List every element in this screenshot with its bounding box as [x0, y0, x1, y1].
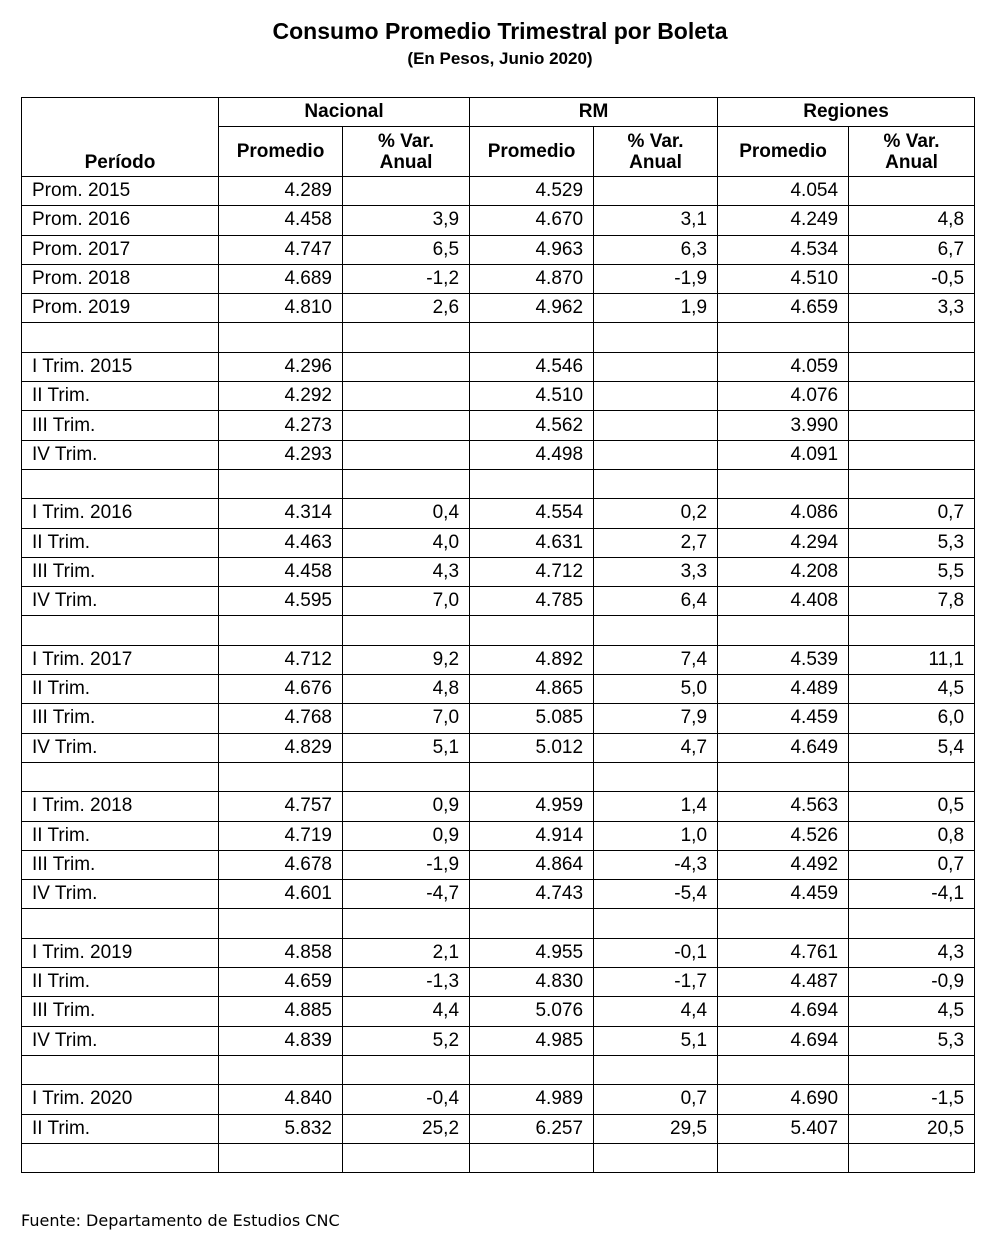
- regiones-var-cell: [849, 469, 975, 498]
- regiones-var-cell: 0,7: [849, 499, 975, 528]
- regiones-var-cell: 0,8: [849, 821, 975, 850]
- table-row: [22, 264, 975, 293]
- rm-var-cell: [594, 469, 718, 498]
- header-group-nacional: Nacional: [219, 98, 470, 127]
- nacional-var-cell: -4,7: [343, 880, 470, 909]
- period-cell: II Trim.: [22, 1114, 219, 1143]
- nacional-var-cell: 6,5: [343, 235, 470, 264]
- rm-promedio-cell: 6.257: [470, 1114, 594, 1143]
- table-row: [22, 411, 975, 440]
- rm-var-cell: -4,3: [594, 850, 718, 879]
- nacional-var-cell: [343, 616, 470, 645]
- regiones-var-cell: 5,3: [849, 528, 975, 557]
- regiones-var-cell: 0,7: [849, 850, 975, 879]
- nacional-var-cell: [343, 323, 470, 352]
- regiones-promedio-cell: 4.489: [718, 675, 849, 704]
- nacional-promedio-cell: 4.678: [219, 850, 343, 879]
- period-cell: I Trim. 2019: [22, 938, 219, 967]
- regiones-var-cell: [849, 177, 975, 206]
- regiones-promedio-cell: 4.091: [718, 440, 849, 469]
- nacional-promedio-cell: 4.458: [219, 206, 343, 235]
- regiones-var-cell: 0,5: [849, 792, 975, 821]
- regiones-promedio-cell: 4.690: [718, 1085, 849, 1114]
- table-row: [22, 1143, 975, 1172]
- regiones-promedio-cell: 4.510: [718, 264, 849, 293]
- nacional-promedio-cell: 4.858: [219, 938, 343, 967]
- rm-promedio-cell: 4.985: [470, 1026, 594, 1055]
- regiones-var-cell: 6,0: [849, 704, 975, 733]
- rm-var-cell: [594, 616, 718, 645]
- nacional-promedio-cell: 4.829: [219, 733, 343, 762]
- regiones-promedio-cell: 4.208: [718, 557, 849, 586]
- regiones-promedio-cell: 3.990: [718, 411, 849, 440]
- rm-promedio-cell: 4.989: [470, 1085, 594, 1114]
- period-cell: Prom. 2018: [22, 264, 219, 293]
- rm-var-cell: [594, 352, 718, 381]
- header-group-rm: RM: [470, 98, 718, 127]
- rm-var-cell: 29,5: [594, 1114, 718, 1143]
- period-cell: I Trim. 2020: [22, 1085, 219, 1114]
- rm-promedio-cell: [470, 323, 594, 352]
- regiones-var-cell: 6,7: [849, 235, 975, 264]
- period-cell: Prom. 2017: [22, 235, 219, 264]
- nacional-var-cell: 5,2: [343, 1026, 470, 1055]
- regiones-promedio-cell: 4.649: [718, 733, 849, 762]
- table-row: [22, 177, 975, 206]
- rm-promedio-cell: 4.864: [470, 850, 594, 879]
- table-row: [22, 206, 975, 235]
- regiones-var-cell: [849, 909, 975, 938]
- regiones-promedio-cell: 4.086: [718, 499, 849, 528]
- rm-promedio-cell: 4.546: [470, 352, 594, 381]
- rm-var-cell: -0,1: [594, 938, 718, 967]
- rm-var-cell: [594, 177, 718, 206]
- nacional-promedio-cell: 4.885: [219, 997, 343, 1026]
- regiones-promedio-cell: [718, 469, 849, 498]
- rm-promedio-cell: 4.892: [470, 645, 594, 674]
- period-cell: III Trim.: [22, 411, 219, 440]
- nacional-var-cell: 4,3: [343, 557, 470, 586]
- regiones-var-cell: [849, 411, 975, 440]
- nacional-promedio-cell: [219, 1143, 343, 1172]
- period-cell: Prom. 2015: [22, 177, 219, 206]
- nacional-var-cell: [343, 352, 470, 381]
- nacional-var-cell: 0,9: [343, 821, 470, 850]
- table-row: [22, 880, 975, 909]
- nacional-promedio-cell: 4.458: [219, 557, 343, 586]
- regiones-promedio-cell: 4.694: [718, 1026, 849, 1055]
- nacional-promedio-cell: 4.689: [219, 264, 343, 293]
- rm-promedio-cell: 4.959: [470, 792, 594, 821]
- rm-promedio-cell: 4.529: [470, 177, 594, 206]
- rm-promedio-cell: 4.631: [470, 528, 594, 557]
- period-cell: II Trim.: [22, 968, 219, 997]
- period-cell: [22, 1143, 219, 1172]
- period-cell: I Trim. 2016: [22, 499, 219, 528]
- nacional-var-cell: 7,0: [343, 704, 470, 733]
- regiones-var-cell: [849, 762, 975, 791]
- nacional-promedio-cell: [219, 323, 343, 352]
- regiones-promedio-cell: [718, 762, 849, 791]
- nacional-promedio-cell: [219, 1055, 343, 1084]
- regiones-var-cell: 4,3: [849, 938, 975, 967]
- nacional-var-cell: [343, 1055, 470, 1084]
- rm-var-cell: -5,4: [594, 880, 718, 909]
- period-cell: IV Trim.: [22, 733, 219, 762]
- nacional-var-cell: 7,0: [343, 587, 470, 616]
- header-promedio: Promedio: [219, 127, 343, 177]
- nacional-var-cell: [343, 1143, 470, 1172]
- rm-promedio-cell: 4.955: [470, 938, 594, 967]
- rm-var-cell: 1,0: [594, 821, 718, 850]
- rm-promedio-cell: 4.914: [470, 821, 594, 850]
- nacional-var-cell: [343, 469, 470, 498]
- rm-var-cell: -1,9: [594, 264, 718, 293]
- rm-var-cell: [594, 909, 718, 938]
- nacional-promedio-cell: 4.273: [219, 411, 343, 440]
- regiones-var-cell: 5,4: [849, 733, 975, 762]
- regiones-var-cell: 5,3: [849, 1026, 975, 1055]
- period-cell: III Trim.: [22, 997, 219, 1026]
- nacional-promedio-cell: [219, 616, 343, 645]
- rm-promedio-cell: 4.743: [470, 880, 594, 909]
- nacional-var-cell: 2,1: [343, 938, 470, 967]
- regiones-promedio-cell: 4.459: [718, 704, 849, 733]
- header-promedio: Promedio: [718, 127, 849, 177]
- regiones-promedio-cell: 4.487: [718, 968, 849, 997]
- rm-promedio-cell: 4.865: [470, 675, 594, 704]
- nacional-promedio-cell: [219, 762, 343, 791]
- table-row: [22, 675, 975, 704]
- period-cell: [22, 323, 219, 352]
- nacional-promedio-cell: 5.832: [219, 1114, 343, 1143]
- period-cell: IV Trim.: [22, 587, 219, 616]
- nacional-promedio-cell: 4.810: [219, 294, 343, 323]
- period-cell: I Trim. 2017: [22, 645, 219, 674]
- rm-var-cell: [594, 1143, 718, 1172]
- period-cell: IV Trim.: [22, 440, 219, 469]
- regiones-var-cell: [849, 1143, 975, 1172]
- table-row: [22, 704, 975, 733]
- nacional-promedio-cell: 4.463: [219, 528, 343, 557]
- nacional-var-cell: 4,8: [343, 675, 470, 704]
- table-row: [22, 235, 975, 264]
- nacional-promedio-cell: 4.293: [219, 440, 343, 469]
- table-row: [22, 909, 975, 938]
- rm-promedio-cell: 4.670: [470, 206, 594, 235]
- regiones-var-cell: 4,5: [849, 997, 975, 1026]
- table-row: [22, 616, 975, 645]
- nacional-var-cell: -1,9: [343, 850, 470, 879]
- regiones-var-cell: -1,5: [849, 1085, 975, 1114]
- consumption-table: [21, 97, 975, 1173]
- rm-promedio-cell: 4.712: [470, 557, 594, 586]
- rm-promedio-cell: [470, 469, 594, 498]
- rm-promedio-cell: 4.510: [470, 382, 594, 411]
- period-cell: [22, 1055, 219, 1084]
- rm-promedio-cell: [470, 762, 594, 791]
- regiones-var-cell: 4,5: [849, 675, 975, 704]
- nacional-var-cell: 4,0: [343, 528, 470, 557]
- rm-var-cell: 6,3: [594, 235, 718, 264]
- table-row: [22, 587, 975, 616]
- period-cell: III Trim.: [22, 850, 219, 879]
- nacional-var-cell: [343, 762, 470, 791]
- regiones-promedio-cell: 4.694: [718, 997, 849, 1026]
- source-footer: Fuente: Departamento de Estudios CNC: [21, 1211, 340, 1230]
- regiones-promedio-cell: 4.059: [718, 352, 849, 381]
- regiones-promedio-cell: 4.294: [718, 528, 849, 557]
- nacional-var-cell: 5,1: [343, 733, 470, 762]
- nacional-var-cell: 0,9: [343, 792, 470, 821]
- regiones-promedio-cell: 4.249: [718, 206, 849, 235]
- rm-promedio-cell: [470, 1143, 594, 1172]
- nacional-var-cell: -1,2: [343, 264, 470, 293]
- nacional-promedio-cell: 4.747: [219, 235, 343, 264]
- nacional-promedio-cell: 4.839: [219, 1026, 343, 1055]
- nacional-promedio-cell: 4.314: [219, 499, 343, 528]
- table-row: [22, 382, 975, 411]
- rm-var-cell: 4,4: [594, 997, 718, 1026]
- regiones-var-cell: [849, 440, 975, 469]
- header-period: Período: [22, 98, 219, 177]
- rm-promedio-cell: 5.076: [470, 997, 594, 1026]
- nacional-promedio-cell: 4.296: [219, 352, 343, 381]
- nacional-promedio-cell: 4.840: [219, 1085, 343, 1114]
- regiones-promedio-cell: [718, 909, 849, 938]
- table-row: [22, 294, 975, 323]
- regiones-var-cell: [849, 323, 975, 352]
- table-row: [22, 352, 975, 381]
- nacional-var-cell: 4,4: [343, 997, 470, 1026]
- regiones-promedio-cell: 4.526: [718, 821, 849, 850]
- period-cell: I Trim. 2018: [22, 792, 219, 821]
- regiones-promedio-cell: 4.563: [718, 792, 849, 821]
- nacional-var-cell: -1,3: [343, 968, 470, 997]
- period-cell: [22, 762, 219, 791]
- rm-var-cell: -1,7: [594, 968, 718, 997]
- period-cell: II Trim.: [22, 675, 219, 704]
- regiones-promedio-cell: 4.539: [718, 645, 849, 674]
- table-row: [22, 792, 975, 821]
- regiones-promedio-cell: 4.492: [718, 850, 849, 879]
- nacional-promedio-cell: [219, 469, 343, 498]
- nacional-var-cell: 0,4: [343, 499, 470, 528]
- regiones-var-cell: [849, 616, 975, 645]
- regiones-var-cell: [849, 1055, 975, 1084]
- rm-var-cell: 4,7: [594, 733, 718, 762]
- nacional-var-cell: 2,6: [343, 294, 470, 323]
- period-cell: III Trim.: [22, 557, 219, 586]
- regiones-var-cell: 5,5: [849, 557, 975, 586]
- rm-var-cell: 0,7: [594, 1085, 718, 1114]
- rm-var-cell: [594, 1055, 718, 1084]
- rm-var-cell: 7,9: [594, 704, 718, 733]
- nacional-var-cell: [343, 909, 470, 938]
- period-cell: II Trim.: [22, 382, 219, 411]
- header-promedio: Promedio: [470, 127, 594, 177]
- regiones-promedio-cell: 4.761: [718, 938, 849, 967]
- regiones-promedio-cell: 5.407: [718, 1114, 849, 1143]
- rm-promedio-cell: 5.085: [470, 704, 594, 733]
- table-body: [22, 177, 975, 1173]
- rm-var-cell: 6,4: [594, 587, 718, 616]
- nacional-promedio-cell: 4.712: [219, 645, 343, 674]
- rm-promedio-cell: 4.963: [470, 235, 594, 264]
- rm-var-cell: 1,4: [594, 792, 718, 821]
- rm-var-cell: 1,9: [594, 294, 718, 323]
- regiones-var-cell: 20,5: [849, 1114, 975, 1143]
- nacional-promedio-cell: 4.601: [219, 880, 343, 909]
- rm-var-cell: [594, 382, 718, 411]
- period-cell: II Trim.: [22, 821, 219, 850]
- nacional-var-cell: 3,9: [343, 206, 470, 235]
- rm-promedio-cell: [470, 1055, 594, 1084]
- regiones-var-cell: -4,1: [849, 880, 975, 909]
- rm-promedio-cell: 4.870: [470, 264, 594, 293]
- rm-var-cell: 0,2: [594, 499, 718, 528]
- table-row: [22, 499, 975, 528]
- nacional-var-cell: [343, 177, 470, 206]
- regiones-var-cell: -0,5: [849, 264, 975, 293]
- rm-var-cell: 3,3: [594, 557, 718, 586]
- period-cell: [22, 909, 219, 938]
- nacional-promedio-cell: 4.719: [219, 821, 343, 850]
- table-row: [22, 557, 975, 586]
- regiones-promedio-cell: [718, 1055, 849, 1084]
- table-row: [22, 1114, 975, 1143]
- nacional-var-cell: [343, 382, 470, 411]
- header-var-anual: % Var. Anual: [849, 127, 975, 177]
- nacional-var-cell: 25,2: [343, 1114, 470, 1143]
- nacional-promedio-cell: 4.659: [219, 968, 343, 997]
- nacional-promedio-cell: 4.676: [219, 675, 343, 704]
- rm-promedio-cell: [470, 909, 594, 938]
- table-row: [22, 938, 975, 967]
- regiones-var-cell: -0,9: [849, 968, 975, 997]
- period-cell: IV Trim.: [22, 880, 219, 909]
- header-group-regiones: Regiones: [718, 98, 975, 127]
- regiones-promedio-cell: 4.534: [718, 235, 849, 264]
- period-cell: Prom. 2016: [22, 206, 219, 235]
- rm-var-cell: 7,4: [594, 645, 718, 674]
- table-row: [22, 323, 975, 352]
- regiones-var-cell: 4,8: [849, 206, 975, 235]
- table-row: [22, 440, 975, 469]
- rm-promedio-cell: 4.962: [470, 294, 594, 323]
- nacional-promedio-cell: 4.757: [219, 792, 343, 821]
- rm-var-cell: 5,0: [594, 675, 718, 704]
- regiones-var-cell: [849, 382, 975, 411]
- regiones-var-cell: [849, 352, 975, 381]
- nacional-var-cell: [343, 411, 470, 440]
- rm-promedio-cell: 4.498: [470, 440, 594, 469]
- period-cell: I Trim. 2015: [22, 352, 219, 381]
- regiones-promedio-cell: [718, 616, 849, 645]
- period-cell: III Trim.: [22, 704, 219, 733]
- regiones-promedio-cell: 4.459: [718, 880, 849, 909]
- rm-promedio-cell: 4.554: [470, 499, 594, 528]
- nacional-var-cell: 9,2: [343, 645, 470, 674]
- regiones-var-cell: 11,1: [849, 645, 975, 674]
- table-row: [22, 645, 975, 674]
- rm-var-cell: [594, 440, 718, 469]
- nacional-promedio-cell: 4.289: [219, 177, 343, 206]
- page-subtitle: (En Pesos, Junio 2020): [407, 49, 593, 68]
- nacional-var-cell: -0,4: [343, 1085, 470, 1114]
- period-cell: II Trim.: [22, 528, 219, 557]
- table-row: [22, 733, 975, 762]
- rm-promedio-cell: 4.830: [470, 968, 594, 997]
- period-cell: [22, 616, 219, 645]
- rm-var-cell: 2,7: [594, 528, 718, 557]
- regiones-var-cell: 7,8: [849, 587, 975, 616]
- table-row: [22, 1085, 975, 1114]
- rm-promedio-cell: 4.562: [470, 411, 594, 440]
- nacional-promedio-cell: 4.595: [219, 587, 343, 616]
- rm-promedio-cell: 5.012: [470, 733, 594, 762]
- rm-promedio-cell: 4.785: [470, 587, 594, 616]
- page-title: Consumo Promedio Trimestral por Boleta: [272, 18, 728, 44]
- period-cell: [22, 469, 219, 498]
- regiones-promedio-cell: [718, 323, 849, 352]
- rm-var-cell: [594, 762, 718, 791]
- period-cell: Prom. 2019: [22, 294, 219, 323]
- table-row: [22, 762, 975, 791]
- table-row: [22, 997, 975, 1026]
- regiones-promedio-cell: 4.408: [718, 587, 849, 616]
- table-row: [22, 850, 975, 879]
- header-var-anual: % Var. Anual: [594, 127, 718, 177]
- rm-var-cell: 3,1: [594, 206, 718, 235]
- regiones-promedio-cell: [718, 1143, 849, 1172]
- rm-var-cell: [594, 411, 718, 440]
- regiones-promedio-cell: 4.054: [718, 177, 849, 206]
- rm-var-cell: [594, 323, 718, 352]
- header-var-anual: % Var. Anual: [343, 127, 470, 177]
- regiones-var-cell: 3,3: [849, 294, 975, 323]
- period-cell: IV Trim.: [22, 1026, 219, 1055]
- table-row: [22, 528, 975, 557]
- nacional-var-cell: [343, 440, 470, 469]
- regiones-promedio-cell: 4.076: [718, 382, 849, 411]
- table-row: [22, 821, 975, 850]
- table-row: [22, 968, 975, 997]
- nacional-promedio-cell: 4.768: [219, 704, 343, 733]
- table-row: [22, 469, 975, 498]
- table-row: [22, 1055, 975, 1084]
- rm-promedio-cell: [470, 616, 594, 645]
- rm-var-cell: 5,1: [594, 1026, 718, 1055]
- nacional-promedio-cell: [219, 909, 343, 938]
- table-row: [22, 1026, 975, 1055]
- regiones-promedio-cell: 4.659: [718, 294, 849, 323]
- nacional-promedio-cell: 4.292: [219, 382, 343, 411]
